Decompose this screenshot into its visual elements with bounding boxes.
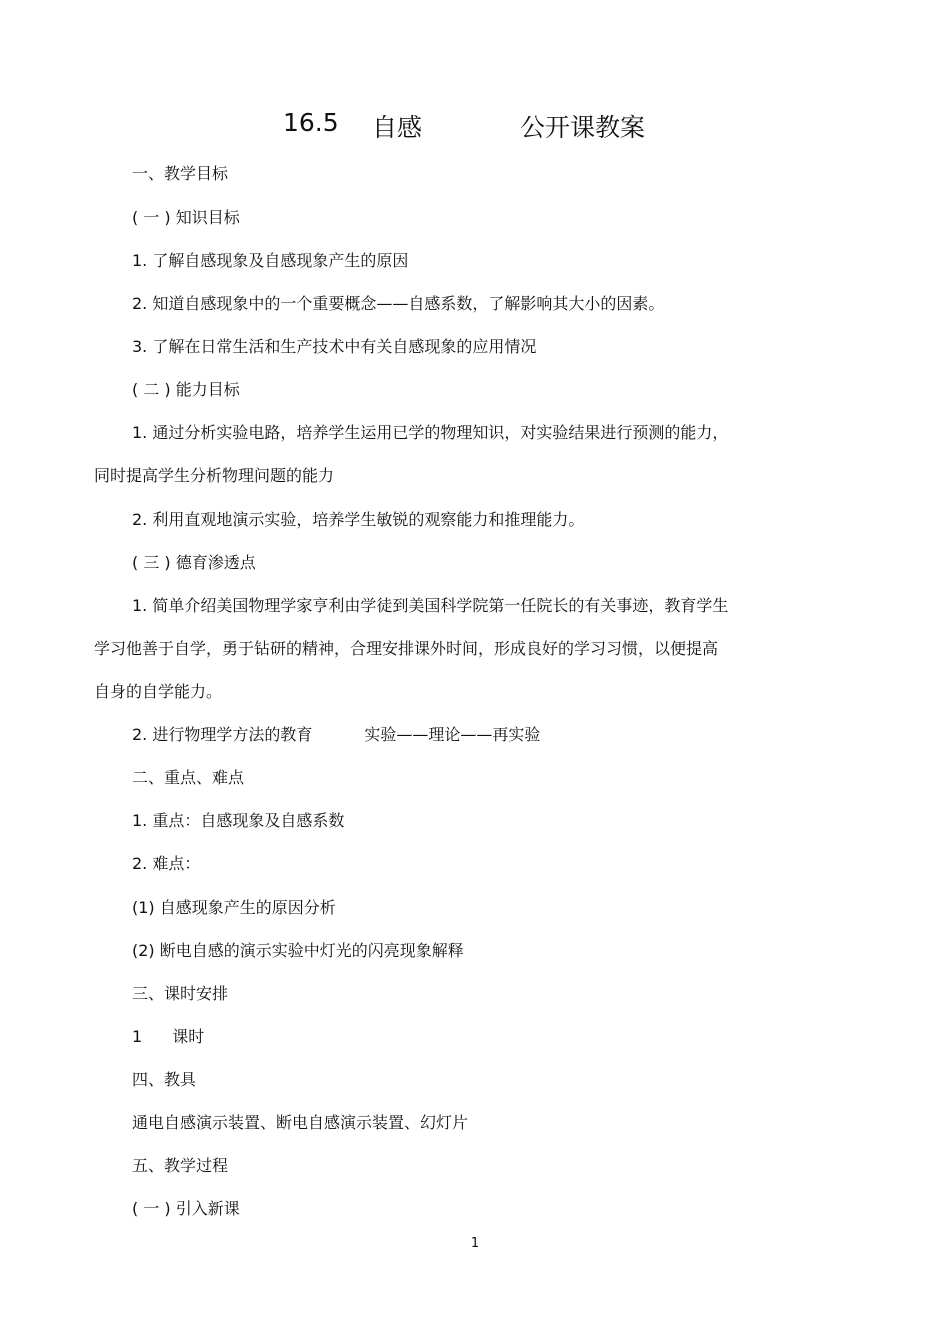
difficulty-2: (2) 断电自感的演示实验中灯光的闪亮现象解释 (132, 941, 464, 960)
moral-item-2 (132, 725, 540, 745)
key-point-1: 1. 重点：自感现象及自感系数 (132, 811, 345, 830)
moral-item-2-method: 实验——理论——再实验 (364, 725, 541, 744)
page-title (0, 108, 950, 142)
subheading-knowledge: ( 一 ) 知识目标 (132, 208, 240, 227)
subheading-ability: ( 二 ) 能力目标 (132, 380, 240, 399)
schedule-hours (132, 1027, 204, 1047)
moral-item-1-line-1: 1. 简单介绍美国物理学家亨利由学徒到美国科学院第一任院长的有关事迹，教育学生 (132, 596, 729, 615)
title-number: 16.5 (283, 108, 339, 137)
title-label: 公开课教案 (520, 113, 646, 142)
heading-tools: 四、教具 (132, 1070, 197, 1089)
schedule-hours-unit: 课时 (172, 1027, 205, 1046)
schedule-hours-number: 1 (132, 1027, 143, 1046)
title-topic: 自感 (372, 113, 423, 142)
tools-list: 通电自感演示装置、断电自感演示装置、幻灯片 (132, 1113, 469, 1132)
key-point-2: 2. 难点： (132, 854, 201, 873)
moral-item-2-text: 2. 进行物理学方法的教育 (132, 725, 313, 744)
difficulty-1: (1) 自感现象产生的原因分析 (132, 898, 336, 917)
moral-item-1-line-2: 学习他善于自学，勇于钻研的精神，合理安排课外时间，形成良好的学习习惯，以便提高 (94, 639, 719, 658)
subheading-moral: ( 三 ) 德育渗透点 (132, 553, 256, 572)
knowledge-item-1: 1. 了解自感现象及自感现象产生的原因 (132, 251, 409, 270)
knowledge-item-2: 2. 知道自感现象中的一个重要概念——自感系数，了解影响其大小的因素。 (132, 294, 665, 313)
heading-key-points: 二、重点、难点 (132, 768, 245, 787)
heading-goals: 一、教学目标 (132, 164, 229, 183)
heading-schedule: 三、课时安排 (132, 984, 229, 1003)
subheading-intro: ( 一 ) 引入新课 (132, 1199, 240, 1218)
ability-item-1-line-1: 1. 通过分析实验电路，培养学生运用已学的物理知识，对实验结果进行预测的能力， (132, 423, 729, 442)
ability-item-2: 2. 利用直观地演示实验，培养学生敏锐的观察能力和推理能力。 (132, 510, 585, 529)
page-number: 1 (470, 1236, 480, 1251)
moral-item-1-line-3: 自身的自学能力。 (94, 682, 223, 701)
knowledge-item-3: 3. 了解在日常生活和生产技术中有关自感现象的应用情况 (132, 337, 537, 356)
heading-process: 五、教学过程 (132, 1156, 229, 1175)
ability-item-1-line-2: 同时提高学生分析物理问题的能力 (94, 466, 335, 485)
